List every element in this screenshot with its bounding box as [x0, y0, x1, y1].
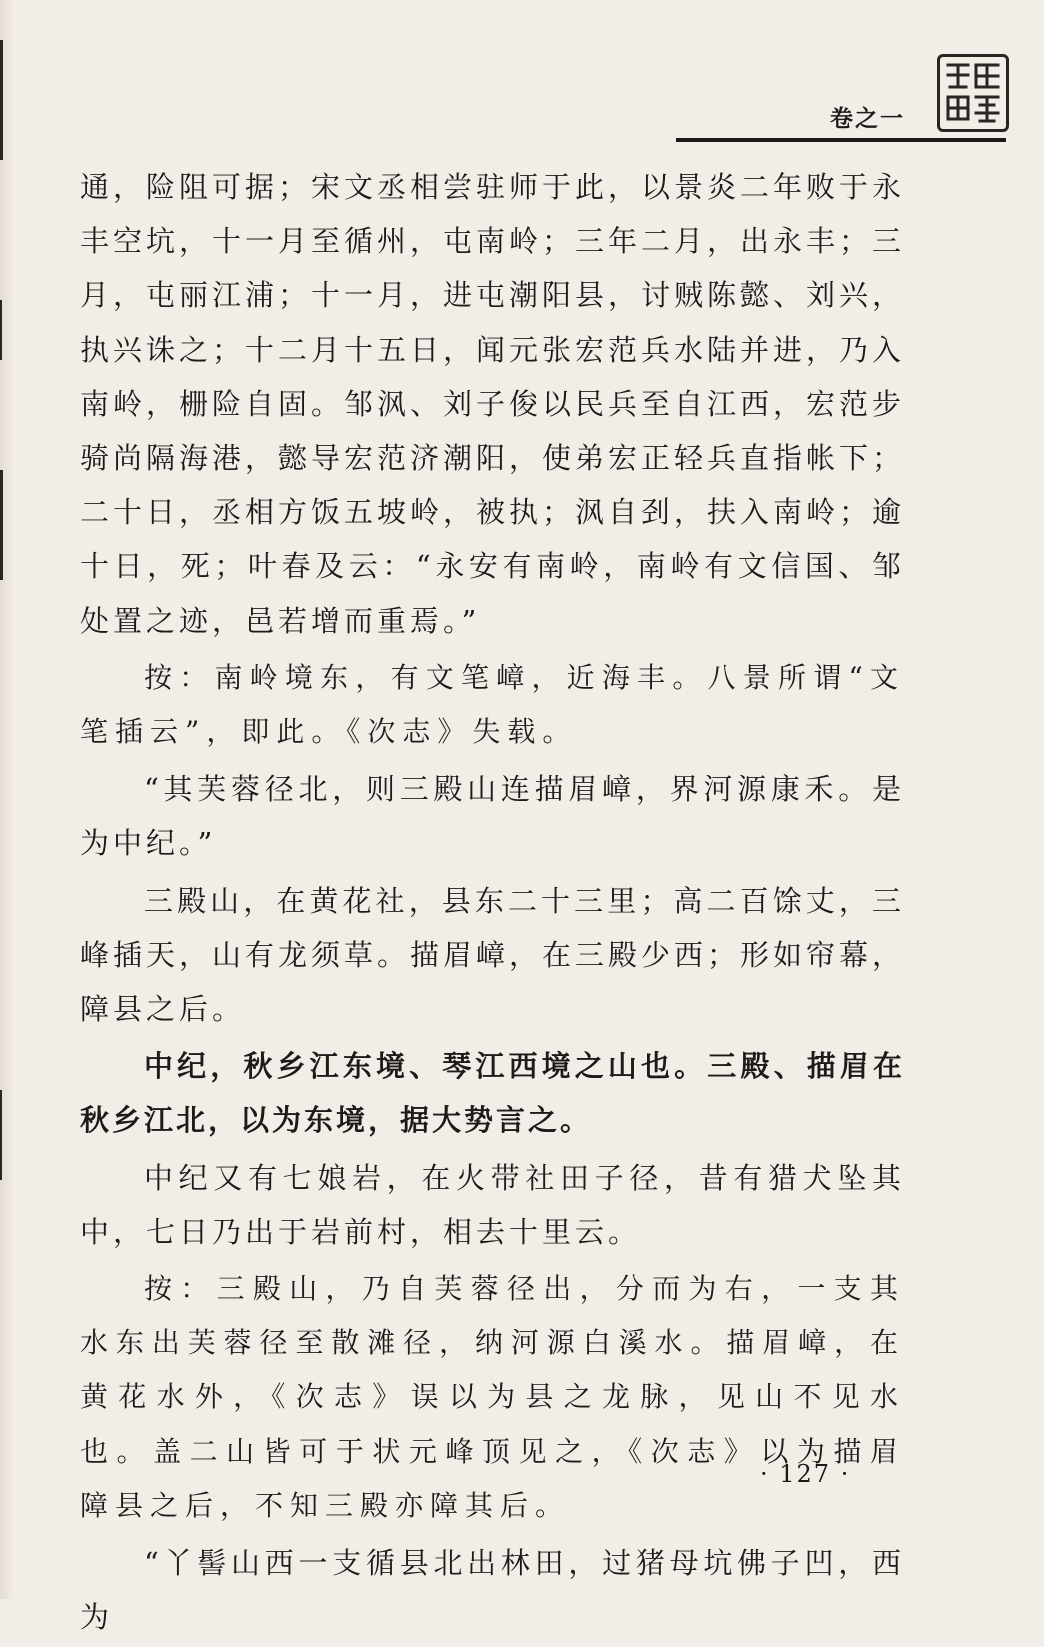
page-left-edge [0, 0, 14, 1599]
paragraph-continued: 通，险阻可据；宋文丞相尝驻师于此，以景炎二年败于永丰空坑，十一月至循州，屯南岭；三年二月，出永丰；三月，屯丽江浦；十一月，进屯潮阳县，讨贼陈懿、刘兴，执兴诛之；十二月十五日，闻元张宏范兵水陆并进，乃入南岭，栅险自固。邹沨、刘子俊以民兵至自江西，宏范步骑尚隔海港，懿导宏范济潮阳，使弟宏正轻兵直指帐下；二十日，丞相方饭五坡岭，被执；沨自刭，扶入南岭；逾十日，死；叶春及云：“永安有南岭，南岭有文信国、邹处置之迹，邑若增而重焉。” [80, 170, 906, 638]
binding-mark [0, 1090, 2, 1180]
paragraph-note: 按：南岭境东，有文笔嶂，近海丰。八景所谓“文笔插云”，即此。《次志》失载。 [80, 660, 905, 749]
binding-mark [0, 300, 2, 360]
seal-stamp [937, 54, 1009, 132]
section-title: 卷之一 [830, 106, 905, 132]
binding-mark [0, 470, 3, 580]
header-rule [676, 138, 1006, 142]
page-number: · 127 · [760, 1460, 851, 1488]
paragraph-note: 按：三殿山，乃自芙蓉径出，分而为右，一支其水东出芙蓉径至散滩径，纳河源白溪水。描眉嶂，在黄花水外，《次志》误以为县之龙脉，见山不见水也。盖二山皆可于状元峰顶见之，《次志》以为描眉障县之后，不知三殿亦障其后。 [80, 1272, 905, 1522]
paragraph: 三殿山，在黄花社，县东二十三里；高二百馀丈，三峰插天，山有龙须草。描眉嶂，在三殿少西；形如帘幕，障县之后。 [80, 883, 906, 1027]
paragraph-bold: 中纪，秋乡江东境、琴江西境之山也。三殿、描眉在秋乡江北，以为东境，据大势言之。 [80, 1049, 905, 1138]
paragraph: 中纪又有七娘岩，在火带社田子径，昔有猎犬坠其中，七日乃出于岩前村，相去十里云。 [80, 1160, 905, 1249]
body-text [80, 160, 905, 1647]
paragraph-quote: “其芙蓉径北，则三殿山连描眉嶂，界河源康禾。是为中纪。” [80, 772, 905, 861]
paragraph-quote: “丫髻山西一支循县北出林田，过猪母坑佛子凹，西为 [80, 1546, 905, 1635]
seal-glyph-icon [940, 57, 1006, 129]
binding-mark [0, 40, 3, 160]
